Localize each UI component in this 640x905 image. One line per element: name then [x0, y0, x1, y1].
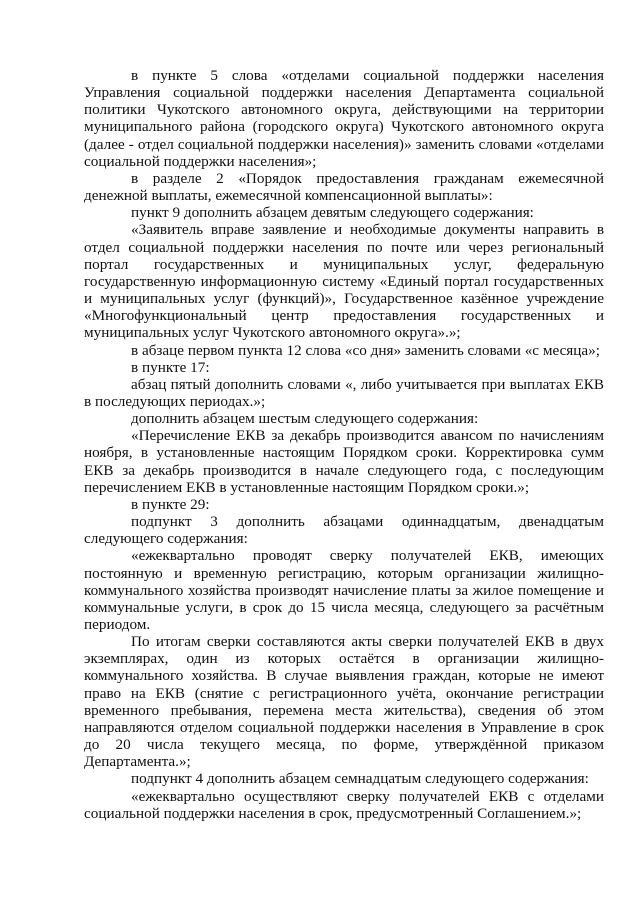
paragraph-3: пункт 9 дополнить абзацем девятым следующего содержания: — [131, 204, 534, 222]
paragraph-13: По итогам сверки составляются акты сверки получателей ЕКВ в двух экземплярах, один из которых остаётся в организации жилищно-коммунального хозяйства. В случае выявления граждан, которые не имеют право на ЕКВ (снятие с регистрационного учёта, окончание регистрации временного пребывания, перемена места жительства), сведения об этом направляются отделом социальной поддержки населения в Управление в срок до 20 числа текущего месяца, по форме, утверждённой приказом Департамента.»; — [84, 633, 604, 771]
paragraph-8: дополнить абзацем шестым следующего содержания: — [131, 410, 479, 428]
paragraph-5: в абзаце первом пункта 12 слова «со дня» заменить словами «с месяца»; — [131, 341, 600, 359]
paragraph-14: подпункт 4 дополнить абзацем семнадцатым следующего содержания: — [131, 770, 589, 788]
paragraph-2: в разделе 2 «Порядок предоставления гражданам ежемесячной денежной выплаты, ежемесячной компенсационной выплаты»: — [84, 169, 604, 205]
document-body — [84, 67, 604, 822]
paragraph-4: «Заявитель вправе заявление и необходимые документы направить в отдел социальной поддержки населения по почте или через региональный портал государственных и муниципальных услуг, федеральную государственную информационную систему «Единый портал государственных и муниципальных услуг (функций)», Государственное казённое учреждение «Многофункциональный центр предоставления государственных и муниципальных услуг Чукотского автономного округа».»; — [84, 221, 604, 342]
paragraph-9: «Перечисление ЕКВ за декабрь производится авансом по начислениям ноября, в установленные настоящим Порядком сроки. Корректировка сумм ЕКВ за декабрь производится в начале следующего года, с последующим перечислением ЕКВ в установленные настоящим Порядком сроки.»; — [84, 427, 604, 496]
paragraph-1: в пункте 5 слова «отделами социальной поддержки населения Управления социальной поддержки населения Департамента социальной политики Чукотского автономного округа, действующими на территории муниципального района (городского округа) Чукотского автономного округа (далее - отдел социальной поддержки населения)» заменить словами «отделами социальной поддержки населения»; — [84, 67, 604, 170]
paragraph-12: «ежеквартально проводят сверку получателей ЕКВ, имеющих постоянную и временную регистрацию, которым организации жилищно-коммунального хозяйства производят начисление платы за жилое помещение и коммунальные услуги, в срок до 15 числа месяца, следующего за расчётным периодом. — [84, 547, 604, 633]
paragraph-7: абзац пятый дополнить словами «, либо учитывается при выплатах ЕКВ в последующих периодах.»; — [84, 375, 604, 410]
paragraph-11: подпункт 3 дополнить абзацами одиннадцатым, двенадцатым следующего содержания: — [84, 513, 604, 548]
paragraph-15: «ежеквартально осуществляют сверку получателей ЕКВ с отделами социальной поддержки населения в срок, предусмотренный Соглашением.»; — [84, 787, 604, 822]
paragraph-6: в пункте 17: — [131, 358, 210, 376]
paragraph-10: в пункте 29: — [131, 495, 210, 513]
